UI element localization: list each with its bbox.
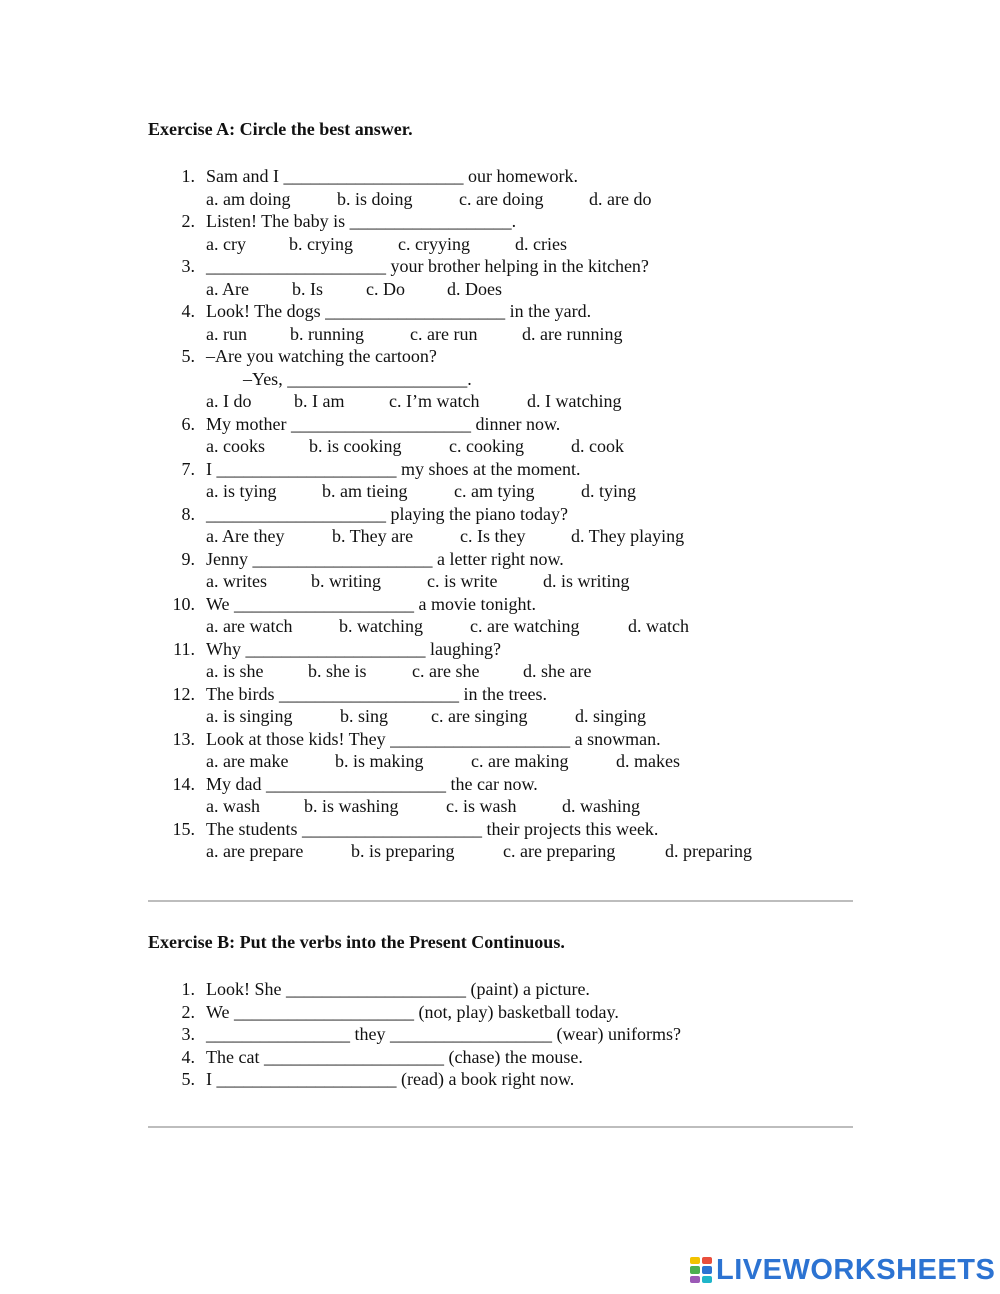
answer-option[interactable]: d. washing	[562, 796, 640, 816]
question-stem: ____________________ playing the piano today?	[206, 503, 568, 524]
logo-square	[690, 1266, 700, 1273]
question-stem: Look! The dogs ____________________ in the yard.	[206, 301, 592, 321]
answer-option[interactable]: a. run	[206, 323, 247, 344]
question-number: 3.	[181, 256, 195, 276]
answer-option[interactable]: a. Are	[206, 278, 249, 299]
answer-option[interactable]: c. Do	[366, 278, 405, 299]
answer-option[interactable]: c. are singing	[431, 706, 528, 726]
answer-option[interactable]: c. I’m watch	[389, 391, 480, 411]
question-stem: My dad ____________________ the car now.	[206, 773, 538, 794]
answer-option[interactable]: b. sing	[340, 706, 389, 726]
question-stem: Look at those kids! They ____________________ a snowman.	[206, 728, 661, 749]
answer-option[interactable]: c. is wash	[446, 796, 517, 816]
answer-option[interactable]: c. are run	[410, 323, 478, 344]
answer-option[interactable]: b. I am	[294, 391, 345, 411]
question-stem: My mother ____________________ dinner now.	[206, 413, 561, 434]
question-number: 4.	[181, 301, 195, 321]
fill-in-item[interactable]: The cat ____________________ (chase) the mouse.	[206, 1046, 583, 1067]
question-number: 13.	[172, 728, 195, 749]
answer-option[interactable]: b. They are	[332, 526, 414, 546]
answer-option[interactable]: d. she are	[523, 661, 592, 681]
logo-square	[690, 1276, 700, 1283]
answer-option[interactable]: d. watch	[628, 616, 689, 636]
question-stem: We ____________________ a movie tonight.	[206, 593, 537, 614]
question-stem: Jenny ____________________ a letter right now.	[206, 548, 564, 569]
answer-option[interactable]: b. she is	[308, 661, 367, 681]
answer-option[interactable]: b. Is	[292, 278, 323, 299]
answer-option[interactable]: a. is tying	[206, 481, 277, 501]
answer-option[interactable]: c. cooking	[449, 436, 524, 456]
answer-option[interactable]: a. I do	[206, 391, 252, 411]
fill-in-item[interactable]: I ____________________ (read) a book right now.	[206, 1069, 575, 1089]
question-stem: Why ____________________ laughing?	[206, 638, 501, 659]
exercise-b-title: Exercise B: Put the verbs into the Present Continuous.	[148, 932, 565, 952]
answer-option[interactable]: d. are do	[589, 188, 652, 209]
answer-option[interactable]: a. is she	[206, 661, 264, 681]
answer-option[interactable]: d. I watching	[527, 391, 622, 411]
divider	[148, 900, 853, 902]
answer-option[interactable]: d. are running	[522, 323, 623, 344]
item-number: 1.	[181, 979, 195, 999]
answer-option[interactable]: a. is singing	[206, 706, 293, 726]
logo-icon	[690, 1257, 712, 1283]
answer-option[interactable]: a. am doing	[206, 188, 291, 209]
answer-option[interactable]: c. Is they	[460, 526, 526, 546]
question-number: 10.	[172, 593, 195, 614]
question-number: 8.	[181, 503, 195, 524]
question-number: 14.	[172, 773, 195, 794]
item-number: 3.	[181, 1024, 195, 1044]
question-number: 2.	[181, 211, 195, 231]
answer-option[interactable]: a. Are they	[206, 526, 285, 546]
logo-square	[702, 1257, 712, 1264]
answer-option[interactable]: a. wash	[206, 796, 260, 816]
answer-option[interactable]: d. makes	[616, 751, 680, 771]
answer-option[interactable]: b. crying	[289, 233, 353, 254]
answer-option[interactable]: c. are she	[412, 661, 480, 681]
answer-option[interactable]: c. cryying	[398, 233, 470, 254]
answer-option[interactable]: a. are prepare	[206, 841, 304, 861]
question-number: 12.	[172, 683, 195, 704]
question-number: 15.	[172, 818, 195, 839]
question-number: 6.	[181, 413, 195, 434]
answer-option[interactable]: d. cook	[571, 436, 624, 456]
question-stem: –Are you watching the cartoon?	[206, 346, 437, 366]
logo-square	[702, 1266, 712, 1273]
answer-option[interactable]: a. cry	[206, 233, 246, 254]
answer-option[interactable]: a. writes	[206, 571, 267, 591]
answer-option[interactable]: b. am tieing	[322, 481, 408, 501]
answer-option[interactable]: c. am tying	[454, 481, 535, 501]
answer-option[interactable]: a. are watch	[206, 616, 293, 636]
answer-option[interactable]: c. are doing	[459, 188, 544, 209]
answer-option[interactable]: c. are making	[471, 751, 569, 771]
answer-option[interactable]: c. are preparing	[503, 841, 616, 861]
question-stem-line-2: –Yes, ____________________.	[243, 368, 472, 389]
answer-option[interactable]: d. tying	[581, 481, 637, 501]
answer-option[interactable]: b. is washing	[304, 796, 399, 816]
answer-option[interactable]: a. cooks	[206, 436, 265, 456]
answer-option[interactable]: d. cries	[515, 233, 567, 254]
question-number: 11.	[173, 638, 195, 659]
logo-text: LIVEWORKSHEETS	[716, 1253, 996, 1286]
answer-option[interactable]: b. running	[290, 323, 364, 344]
answer-option[interactable]: d. They playing	[571, 526, 685, 546]
answer-option[interactable]: b. is making	[335, 751, 424, 771]
fill-in-item[interactable]: Look! She ____________________ (paint) a picture.	[206, 979, 590, 999]
exercise-a-title: Exercise A: Circle the best answer.	[148, 119, 413, 139]
question-stem: The students ____________________ their projects this week.	[206, 818, 659, 839]
answer-option[interactable]: c. is write	[427, 571, 498, 591]
divider	[148, 1126, 853, 1128]
item-number: 2.	[181, 1001, 195, 1022]
logo-square	[702, 1276, 712, 1283]
answer-option[interactable]: d. singing	[575, 706, 647, 726]
question-number: 5.	[181, 346, 195, 366]
answer-option[interactable]: b. watching	[339, 616, 423, 636]
question-number: 9.	[181, 548, 195, 569]
answer-option[interactable]: a. are make	[206, 751, 289, 771]
item-number: 5.	[181, 1069, 195, 1089]
fill-in-item[interactable]: We ____________________ (not, play) basketball today.	[206, 1001, 619, 1022]
question-stem: Listen! The baby is __________________.	[206, 211, 517, 231]
logo-square	[690, 1257, 700, 1264]
fill-in-item[interactable]: ________________ they __________________ (wear) uniforms?	[206, 1024, 681, 1044]
question-stem: I ____________________ my shoes at the moment.	[206, 458, 581, 479]
question-stem: Sam and I ____________________ our homework.	[206, 166, 578, 186]
item-number: 4.	[181, 1046, 195, 1067]
question-stem: The birds ____________________ in the trees.	[206, 683, 547, 704]
answer-option[interactable]: c. are watching	[470, 616, 580, 636]
answer-option[interactable]: b. is doing	[337, 188, 413, 209]
answer-option[interactable]: d. preparing	[665, 841, 752, 861]
answer-option[interactable]: b. is preparing	[351, 841, 455, 861]
answer-option[interactable]: d. Does	[447, 278, 502, 299]
answer-option[interactable]: b. writing	[311, 571, 381, 591]
question-stem: ____________________ your brother helping in the kitchen?	[206, 256, 649, 276]
answer-option[interactable]: d. is writing	[543, 571, 630, 591]
answer-option[interactable]: b. is cooking	[309, 436, 402, 456]
question-number: 7.	[181, 458, 195, 479]
question-number: 1.	[181, 166, 195, 186]
liveworksheets-logo	[690, 1255, 995, 1285]
